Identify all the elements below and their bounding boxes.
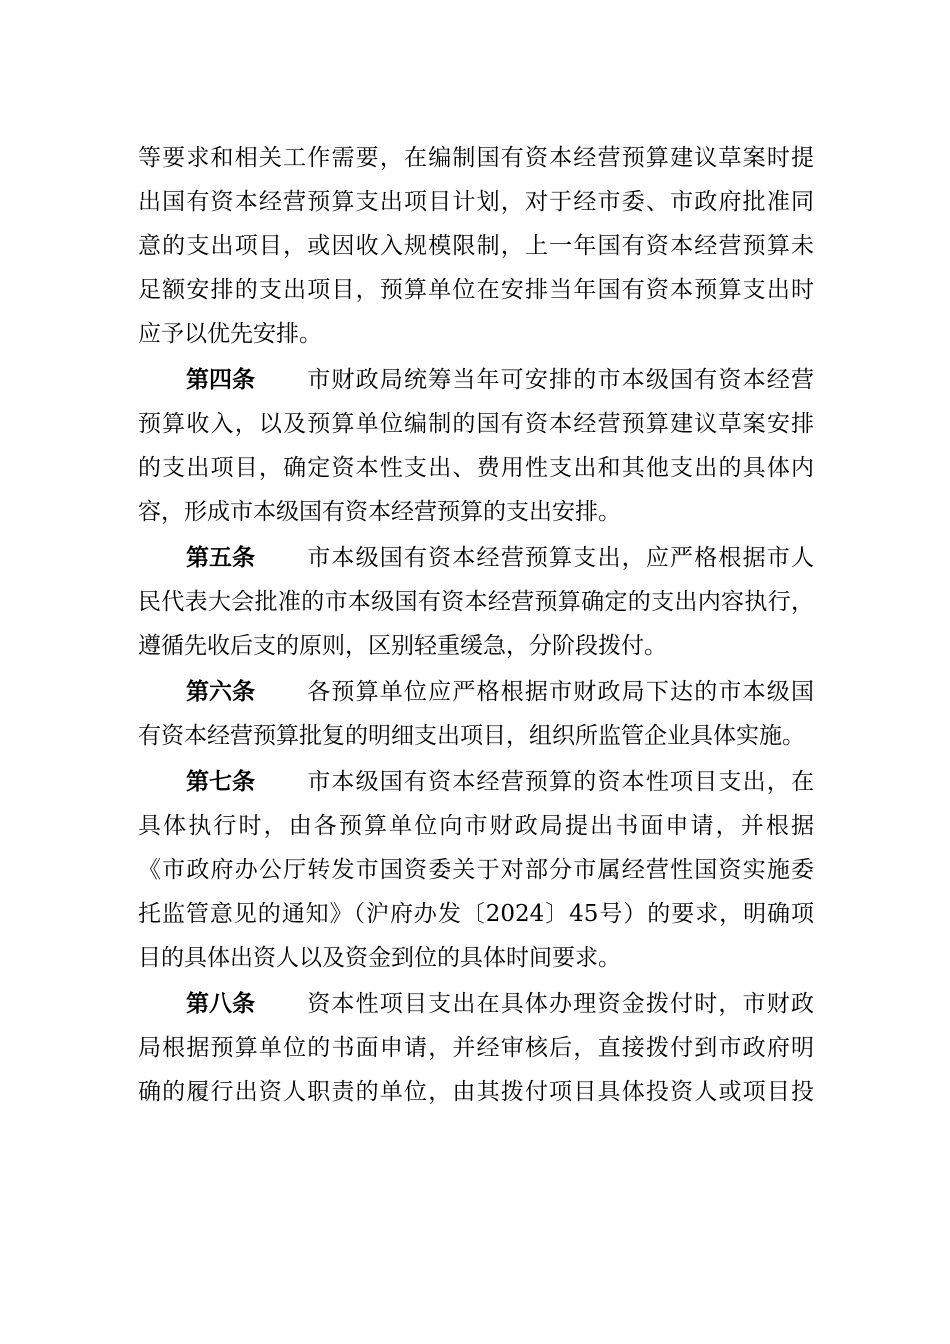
article-8	[138, 982, 814, 1114]
text-line: 出国有资本经营预算支出项目计划，对于经市委、市政府批准同	[138, 189, 814, 215]
article-label: 第六条	[186, 678, 255, 705]
text-line: 意的支出项目，或因收入规模限制，上一年国有资本经营预算未	[138, 233, 814, 259]
text-line: 目的具体出资人以及资金到位的具体时间要求。	[138, 945, 621, 971]
text-line	[138, 358, 814, 402]
text-line: 有资本经营预算批复的明细支出项目，组织所监管企业具体实施。	[138, 723, 805, 749]
text-line: 足额安排的支出项目，预算单位在安排当年国有资本预算支出时	[138, 277, 814, 303]
text-run: 市财政局统筹当年可安排的市本级国有资本经营	[306, 367, 814, 393]
text-run: 资本性项目支出在具体办理资金拨付时，市财政	[306, 991, 814, 1017]
text-line	[138, 982, 814, 1026]
article-5	[138, 536, 814, 668]
text-line: 遵循先收后支的原则，区别轻重缓急，分阶段拨付。	[138, 633, 667, 659]
paragraph-continuation	[138, 136, 814, 356]
article-6	[138, 670, 814, 758]
text-line: 容，形成市本级国有资本经营预算的支出安排。	[138, 499, 621, 525]
text-run: 市本级国有资本经营预算的资本性项目支出，在	[306, 769, 814, 795]
article-7	[138, 760, 814, 980]
article-label: 第五条	[186, 544, 255, 571]
article-label: 第七条	[186, 768, 255, 795]
text-line: 局根据预算单位的书面申请，并经审核后，直接拨付到市政府明	[138, 1035, 814, 1061]
text-line: 预算收入，以及预算单位编制的国有资本经营预算建议草案安排	[138, 411, 814, 437]
text-line: 托监管意见的通知》（沪府办发〔2024〕45号）的要求，明确项	[138, 901, 814, 927]
text-line: 等要求和相关工作需要，在编制国有资本经营预算建议草案时提	[138, 145, 814, 171]
text-line: 应予以优先安排。	[138, 321, 322, 347]
article-label: 第四条	[186, 366, 255, 393]
text-line	[138, 670, 814, 714]
text-run: 市本级国有资本经营预算支出，应严格根据市人	[306, 545, 814, 571]
text-line	[138, 536, 814, 580]
text-line	[138, 760, 814, 804]
document-body	[138, 136, 814, 1116]
article-label: 第八条	[186, 990, 255, 1017]
text-line: 确的履行出资人职责的单位，由其拨付项目具体投资人或项目投	[138, 1079, 814, 1105]
text-line: 的支出项目，确定资本性支出、费用性支出和其他支出的具体内	[138, 455, 814, 481]
text-run: 各预算单位应严格根据市财政局下达的市本级国	[306, 679, 814, 705]
text-line: 民代表大会批准的市本级国有资本经营预算确定的支出内容执行，	[138, 589, 814, 615]
article-4	[138, 358, 814, 534]
text-line: 具体执行时，由各预算单位向市财政局提出书面申请，并根据	[138, 813, 814, 839]
text-line: 《市政府办公厅转发市国资委关于对部分市属经营性国资实施委	[138, 857, 814, 883]
